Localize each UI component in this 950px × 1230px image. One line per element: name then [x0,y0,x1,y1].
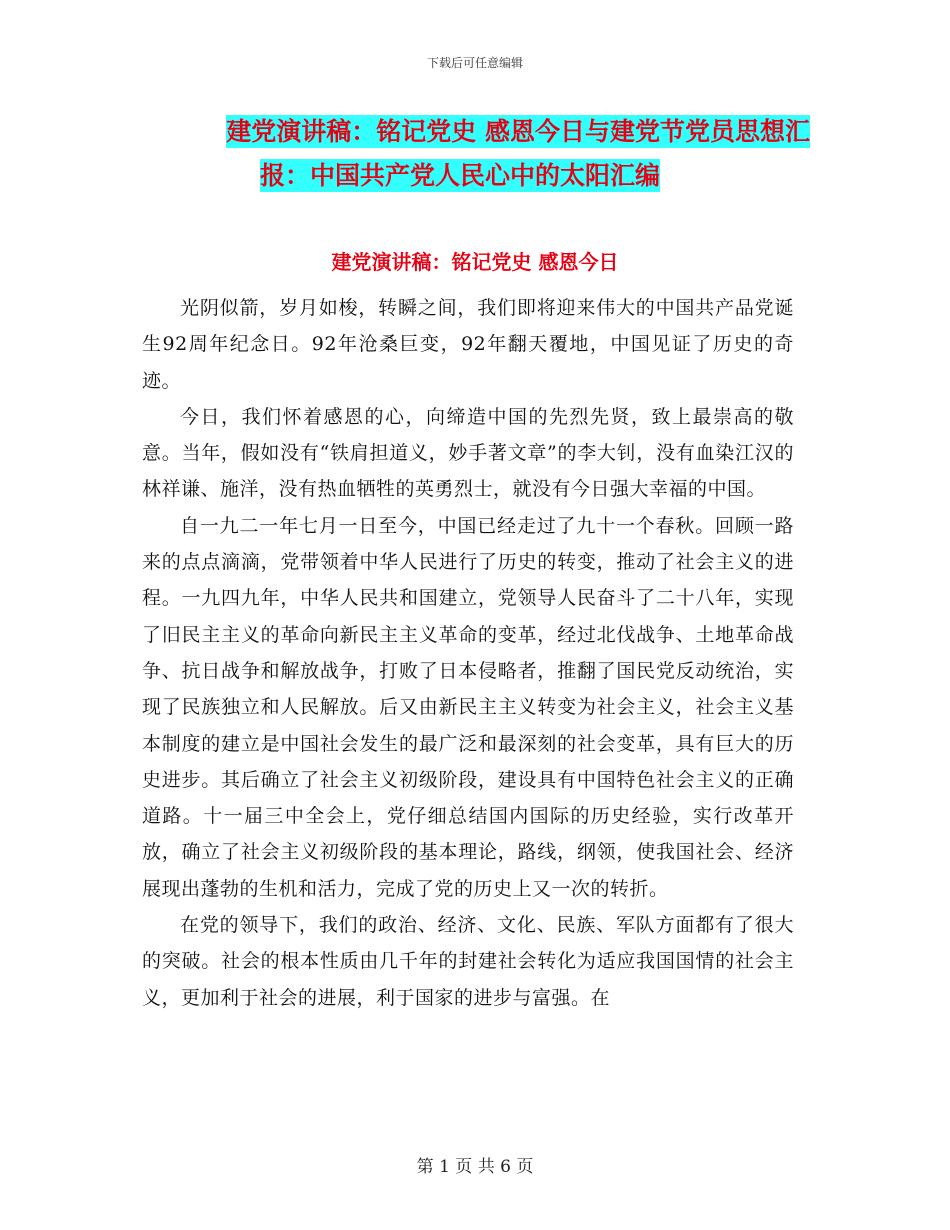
paragraph: 光阴似箭，岁月如梭，转瞬之间，我们即将迎来伟大的中国共产品党诞生92周年纪念日。92年沧桑巨变，92年翻天覆地，中国见证了历史的奇迹。 [142,297,794,392]
paragraph: 自一九二一年七月一日至今，中国已经走过了九十一个春秋。回顾一路来的点点滴滴，党带领着中华人民进行了历史的转变，推动了社会主义的进程。一九四九年，中华人民共和国建立，党领导人民奋斗了二十八年，实现了旧民主主义的革命向新民主主义革命的变革，经过北伐战争、土地革命战争、抗日战争和解放战争，打败了日本侵略者，推翻了国民党反动统治，实现了民族独立和人民解放。后又由新民主主义转变为社会主义，社会主义基本制度的建立是中国社会发生的最广泛和最深刻的社会变革，具有巨大的历史进步。其后确立了社会主义初级阶段，建设具有中国特色社会主义的正确道路。十一届三中全会上，党仔细总结国内国际的历史经验，实行改革开放，确立了社会主义初级阶段的基本理论，路线，纲领，使我国社会、经济展现出蓬勃的生机和活力，完成了党的历史上又一次的转折。 [142,514,794,900]
document-title-line1: 建党演讲稿：铭记党史 感恩今日与建党节党员思想汇 [226,117,810,146]
section-title: 建党演讲稿：铭记党史 感恩今日 [331,250,619,274]
paragraph: 在党的领导下，我们的政治、经济、文化、民族、军队方面都有了很大的突破。社会的根本性质由几千年的封建社会转化为适应我国国情的社会主义，更加利于社会的进展，利于国家的进步与富强。在 [142,914,794,1009]
document-title [140,110,810,198]
page-header-note: 下载后可任意编辑 [426,56,523,70]
page-number-footer: 第 1 页 共 6 页 [416,1157,534,1177]
document-body [142,290,794,1016]
document-title-line2: 报：中国共产党人民心中的太阳汇编 [260,161,661,190]
paragraph: 今日，我们怀着感恩的心，向缔造中国的先烈先贤，致上最崇高的敬意。当年，假如没有“铁肩担道义，妙手著文章”的李大钊，没有血染江汉的林祥谦、施洋，没有热血牺牲的英勇烈士，就没有今日强大幸福的中国。 [142,405,794,501]
